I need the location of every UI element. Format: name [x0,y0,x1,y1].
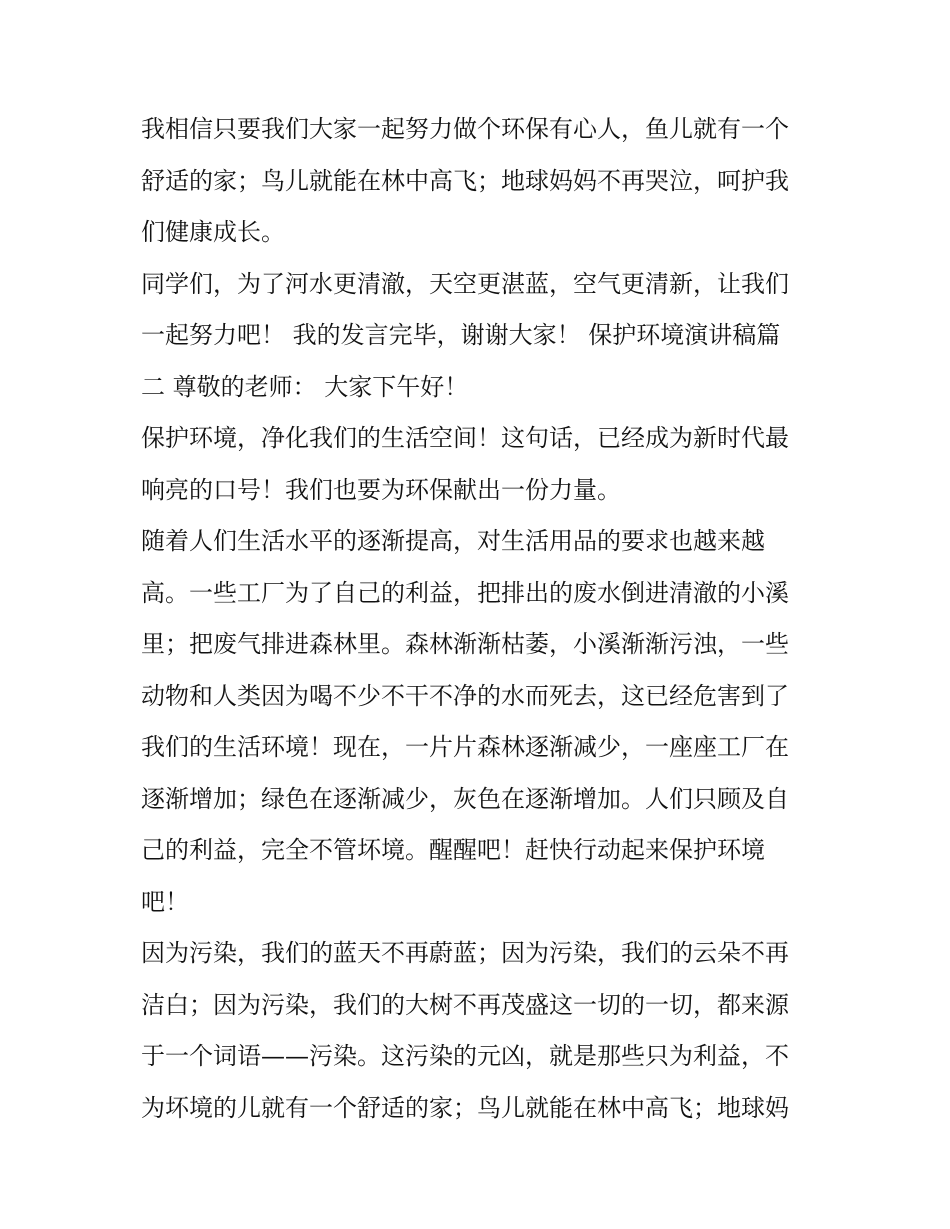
text-line: 己的利益，完全不管坏境。醒醒吧！赶快行动起来保护环境 [141,836,765,864]
text-line: 同学们，为了河水更清澈，天空更湛蓝，空气更清新，让我们 [141,269,789,298]
text-line: 随着人们生活水平的逐渐提高，对生活用品的要求也越来越 [141,527,765,555]
text-line: 一起努力吧！ 我的发言完毕，谢谢大家！ 保护环境演讲稿篇 [141,321,781,349]
text-line: 于一个词语——污染。这污染的元凶，就是那些只为利益，不 [141,1042,789,1070]
text-line: 动物和人类因为喝不少不干不净的水而死去，这已经危害到了 [141,681,789,710]
text-line: 响亮的口号！我们也要为环保献出一份力量。 [141,475,621,504]
text-line: 为坏境的儿就有一个舒适的家；鸟儿就能在林中高飞；地球妈 [141,1093,789,1122]
text-line: 因为污染，我们的蓝天不再蔚蓝；因为污染，我们的云朵不再 [141,939,789,967]
text-line: 洁白；因为污染，我们的大树不再茂盛这一切的一切，都来源 [141,990,789,1019]
text-line: 吧！ [141,887,189,916]
text-line: 保护环境，净化我们的生活空间！这句话，已经成为新时代最 [141,424,789,452]
text-line: 里；把废气排进森林里。森林渐渐枯萎，小溪渐渐污浊，一些 [141,630,789,658]
text-line: 我们的生活环境！现在，一片片森林逐渐减少，一座座工厂在 [141,733,789,761]
text-line: 二 尊敬的老师： 大家下午好！ [141,372,469,401]
body-text [141,104,813,1134]
text-line: 们健康成长。 [141,218,285,246]
text-line: 舒适的家；鸟儿就能在林中高飞；地球妈妈不再哭泣，呵护我 [141,166,789,195]
text-line: 高。一些工厂为了自己的利益，把排出的废水倒进清澈的小溪 [141,578,789,607]
text-line: 我相信只要我们大家一起努力做个环保有心人，鱼儿就有一个 [141,115,789,143]
text-line: 逐渐增加；绿色在逐渐减少，灰色在逐渐增加。人们只顾及自 [141,784,789,813]
